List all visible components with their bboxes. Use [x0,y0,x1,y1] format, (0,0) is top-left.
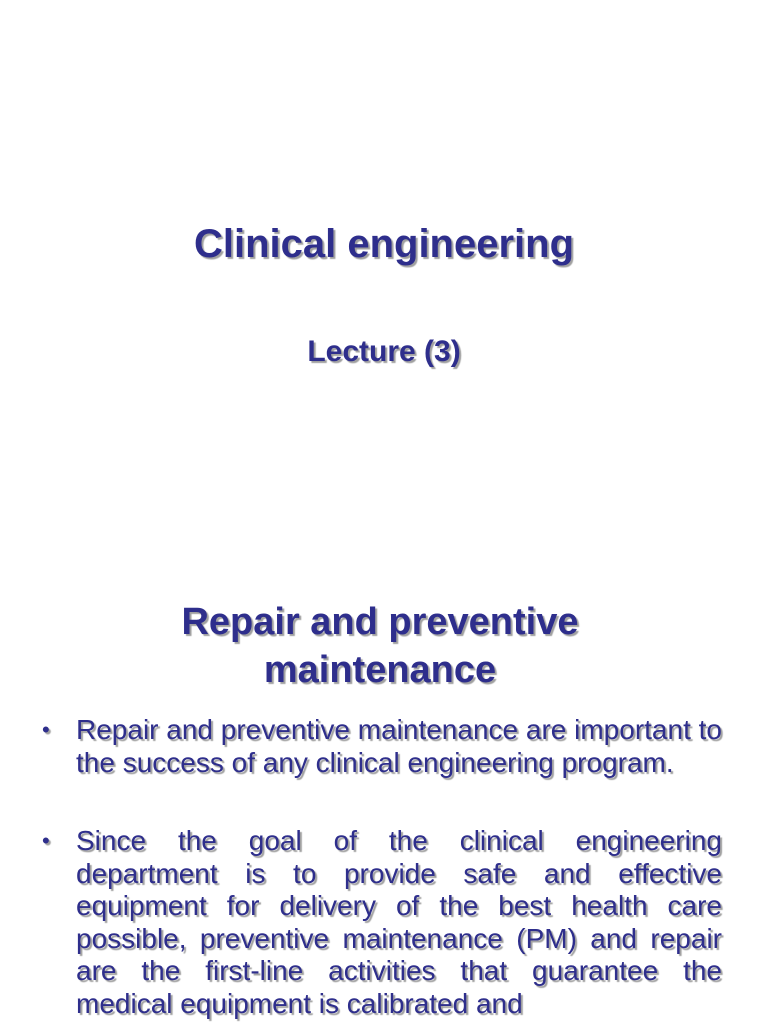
bullet-item [42,714,722,779]
slide-title: Clinical engineering [193,222,575,266]
bullet-text: Since the goal of the clinical engineering department is to provide safe and effective equipment for delivery of the best health care possible, preventive maintenance (PM) and repair are the first-line activities that guarantee the medical equipment is calibrated and [76,825,722,1019]
slide-subtitle: Lecture (3) [307,335,461,368]
content-slide-title: Repair and preventive maintenance [181,601,579,691]
bullet-item [42,825,722,1020]
bullet-text: Repair and preventive maintenance are important to the success of any clinical engineering program. [76,714,722,778]
bullet-icon: • [42,828,50,853]
bullet-list [42,714,722,1024]
bullet-icon: • [42,717,50,742]
content-slide [0,560,768,1024]
